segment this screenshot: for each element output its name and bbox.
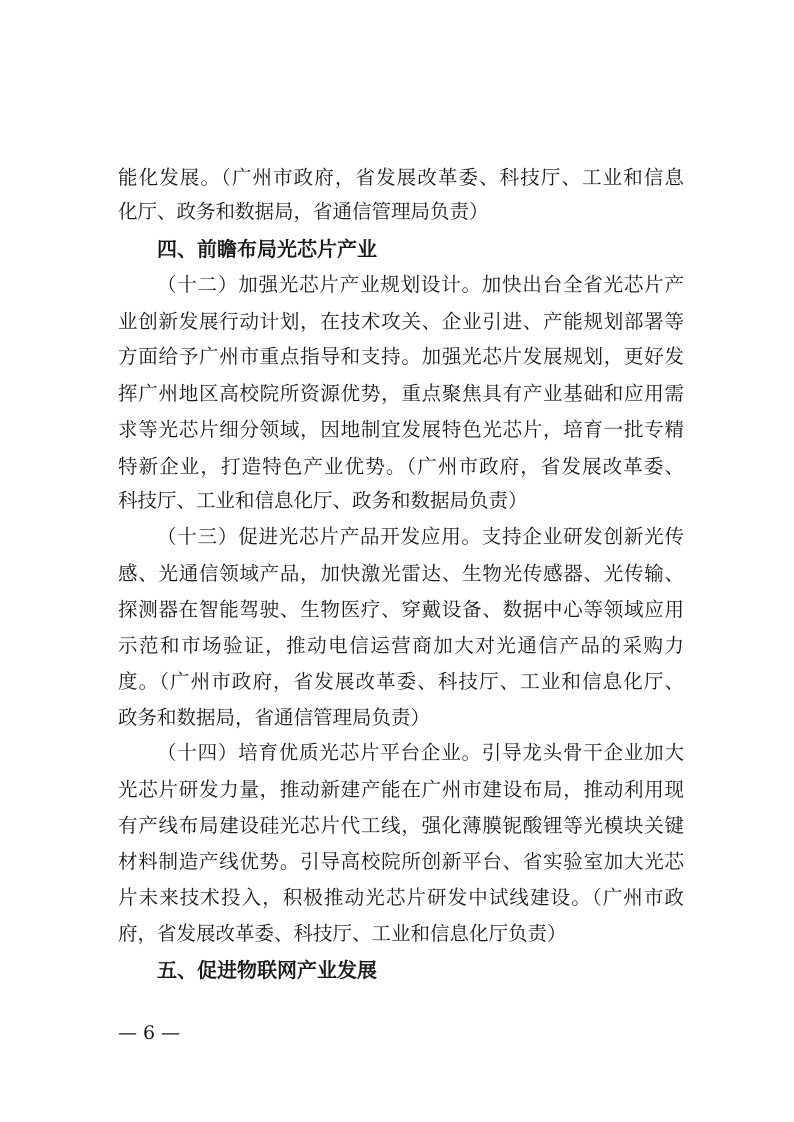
paragraph-line: （十三）促进光芯片产品开发应用。支持企业研发创新光传	[157, 525, 684, 548]
paragraph-line: 能化发展。（广州市政府，省发展改革委、科技厅、工业和信息	[118, 166, 684, 189]
section-heading: 五、促进物联网产业发展	[157, 958, 377, 982]
paragraph-line: 特新企业，打造特色产业优势。（广州市政府，省发展改革委、	[118, 455, 684, 478]
paragraph-line: （十四）培育优质光芯片平台企业。引导龙头骨干企业加大	[157, 741, 684, 764]
paragraph-line: 政务和数据局，省通信管理局负责）	[118, 706, 431, 729]
paragraph-line: 求等光芯片细分领域，因地制宜发展特色光芯片，培育一批专精	[118, 418, 684, 441]
paragraph-line: 探测器在智能驾驶、生物医疗、穿戴设备、数据中心等领域应用	[118, 598, 684, 621]
paragraph-line: 业创新发展行动计划，在技术攻关、企业引进、产能规划部署等	[118, 310, 684, 333]
paragraph-line: 有产线布局建设硅光芯片代工线，强化薄膜铌酸锂等光模块关键	[118, 814, 684, 837]
paragraph-line: 化厅、政务和数据局，省通信管理局负责）	[118, 200, 489, 223]
section-heading: 四、前瞻布局光芯片产业	[157, 237, 377, 261]
paragraph-line: 方面给予广州市重点指导和支持。加强光芯片发展规划，更好发	[118, 345, 684, 368]
paragraph-line: 材料制造产线优势。引导高校院所创新平台、省实验室加大光芯	[118, 850, 684, 873]
paragraph-line: 府，省发展改革委、科技厅、工业和信息化厅负责）	[118, 922, 567, 945]
paragraph-line: 片未来技术投入，积极推动光芯片研发中试线建设。（广州市政	[118, 886, 684, 909]
paragraph-line: 示范和市场验证，推动电信运营商加大对光通信产品的采购力	[118, 634, 684, 657]
paragraph-line: 感、光通信领域产品，加快激光雷达、生物光传感器、光传输、	[118, 562, 684, 585]
paragraph-line: 光芯片研发力量，推动新建产能在广州市建设布局，推动利用现	[118, 778, 684, 801]
paragraph-line: 挥广州地区高校院所资源优势，重点聚焦具有产业基础和应用需	[118, 382, 684, 405]
page-number: — 6 —	[118, 1022, 181, 1044]
paragraph-line: 度。（广州市政府，省发展改革委、科技厅、工业和信息化厅、	[118, 670, 684, 693]
paragraph-line: （十二）加强光芯片产业规划设计。加快出台全省光芯片产	[157, 273, 684, 296]
paragraph-line: 科技厅、工业和信息化厅、政务和数据局负责）	[118, 489, 528, 512]
